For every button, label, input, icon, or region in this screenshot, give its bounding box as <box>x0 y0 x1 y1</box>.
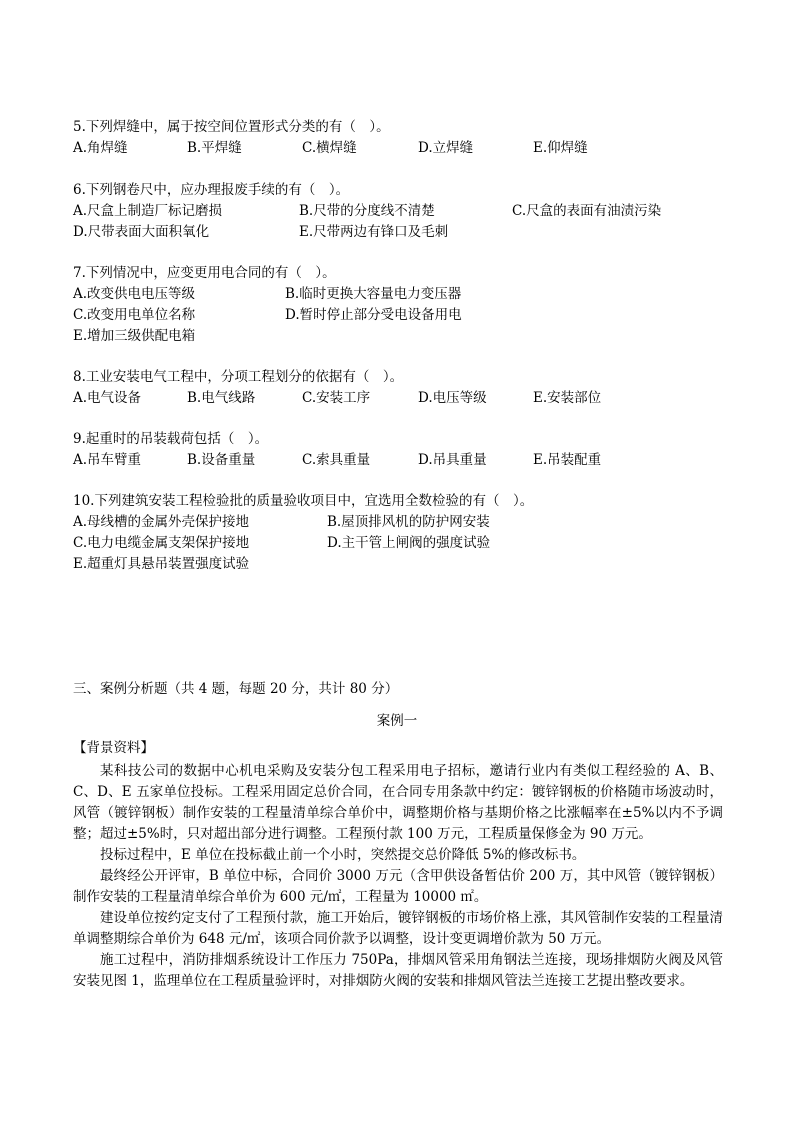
q6-option-b: B.尺带的分度线不清楚 <box>299 203 435 219</box>
q6-option-d: D.尺带表面大面积氧化 <box>73 224 210 240</box>
question-6-stem: 6.下列钢卷尺中，应办理报废手续的有（ ）。 <box>73 182 350 198</box>
question-5-stem: 5.下列焊缝中，属于按空间位置形式分类的有（ ）。 <box>73 119 390 135</box>
q7-option-b: B.临时更换大容量电力变压器 <box>285 286 462 302</box>
q5-option-d: D.立焊缝 <box>418 140 474 156</box>
q8-option-c: C.安装工序 <box>302 390 371 406</box>
q8-option-d: D.电压等级 <box>418 390 487 406</box>
q8-option-a: A.电气设备 <box>73 390 142 406</box>
case-paragraph-4: 建设单位按约定支付了工程预付款，施工开始后，镀锌钢板的市场价格上涨，其风管制作安装的工程量清单调整期综合单价为 648 元/㎡，该项合同价款予以调整，设计变更调增价款为 50 万元。 <box>73 910 723 947</box>
case-title: 案例一 <box>376 713 418 729</box>
q9-option-c: C.索具重量 <box>302 452 371 468</box>
case-paragraph-2: 投标过程中，E 单位在投标截止前一个小时，突然提交总价降低 5%的修改标书。 <box>100 847 586 863</box>
question-8-stem: 8.工业安装电气工程中，分项工程划分的依据有（ ）。 <box>73 369 404 385</box>
q10-option-c: C.电力电缆金属支架保护接地 <box>73 535 250 551</box>
q7-option-c: C.改变用电单位名称 <box>73 307 196 323</box>
q7-option-d: D.暂时停止部分受电设备用电 <box>285 307 462 323</box>
q10-option-a: A.母线槽的金属外壳保护接地 <box>73 514 250 530</box>
background-label: 【背景资料】 <box>73 740 154 756</box>
case-paragraph-1: 某科技公司的数据中心机电采购及安装分包工程采用电子招标，邀请行业内有类似工程经验的 A、B、C、D、E 五家单位投标。工程采用固定总价合同，在合同专用条款中约定：镀锌钢板的价格随市场波动时，风管（镀锌钢板）制作安装的工程量清单综合单价中，调整期价格与基期价格之比涨幅率在±5%以内不予调整；超过±5%时，只对超出部分进行调整。工程预付款 100 万元，工程质量保修金为 90 万元。 <box>73 763 723 842</box>
q5-option-e: E.仰焊缝 <box>533 140 588 156</box>
case-paragraph-5: 施工过程中，消防排烟系统设计工作压力 750Pa，排烟风管采用角钢法兰连接，现场排烟防火阀及风管安装见图 1，监理单位在工程质量验评时，对排烟防火阀的安装和排烟风管法兰连接工艺提出整改要求。 <box>73 952 723 989</box>
q10-option-d: D.主干管上闸阀的强度试验 <box>327 535 491 551</box>
q7-option-e: E.增加三级供配电箱 <box>73 328 196 344</box>
q6-option-c: C.尺盒的表面有油渍污染 <box>512 203 662 219</box>
question-9-stem: 9.起重时的吊装载荷包括（ ）。 <box>73 431 269 447</box>
q7-option-a: A.改变供电电压等级 <box>73 286 196 302</box>
q9-option-d: D.吊具重量 <box>418 452 487 468</box>
q10-option-e: E.超重灯具悬吊装置强度试验 <box>73 556 250 572</box>
section-title: 三、案例分析题（共 4 题，每题 20 分，共计 80 分） <box>73 681 399 697</box>
q8-option-b: B.电气线路 <box>187 390 256 406</box>
question-10-stem: 10.下列建筑安装工程检验批的质量验收项目中，宜选用全数检验的有（ ）。 <box>73 493 534 509</box>
q8-option-e: E.安装部位 <box>533 390 602 406</box>
q10-option-b: B.屋顶排风机的防护网安装 <box>327 514 490 530</box>
q5-option-b: B.平焊缝 <box>187 140 242 156</box>
q5-option-c: C.横焊缝 <box>302 140 357 156</box>
q6-option-e: E.尺带两边有锋口及毛刺 <box>299 224 449 240</box>
question-7-stem: 7.下列情况中，应变更用电合同的有（ ）。 <box>73 265 336 281</box>
q6-option-a: A.尺盒上制造厂标记磨损 <box>73 203 223 219</box>
q9-option-e: E.吊装配重 <box>533 452 602 468</box>
q9-option-a: A.吊车臂重 <box>73 452 142 468</box>
q9-option-b: B.设备重量 <box>187 452 256 468</box>
q5-option-a: A.角焊缝 <box>73 140 128 156</box>
case-paragraph-3: 最终经公开评审，B 单位中标，合同价 3000 万元（含甲供设备暂估价 200 万，其中风管（镀锌钢板）制作安装的工程量清单综合单价为 600 元/㎡，工程量为 10000 ㎡。 <box>73 868 723 905</box>
